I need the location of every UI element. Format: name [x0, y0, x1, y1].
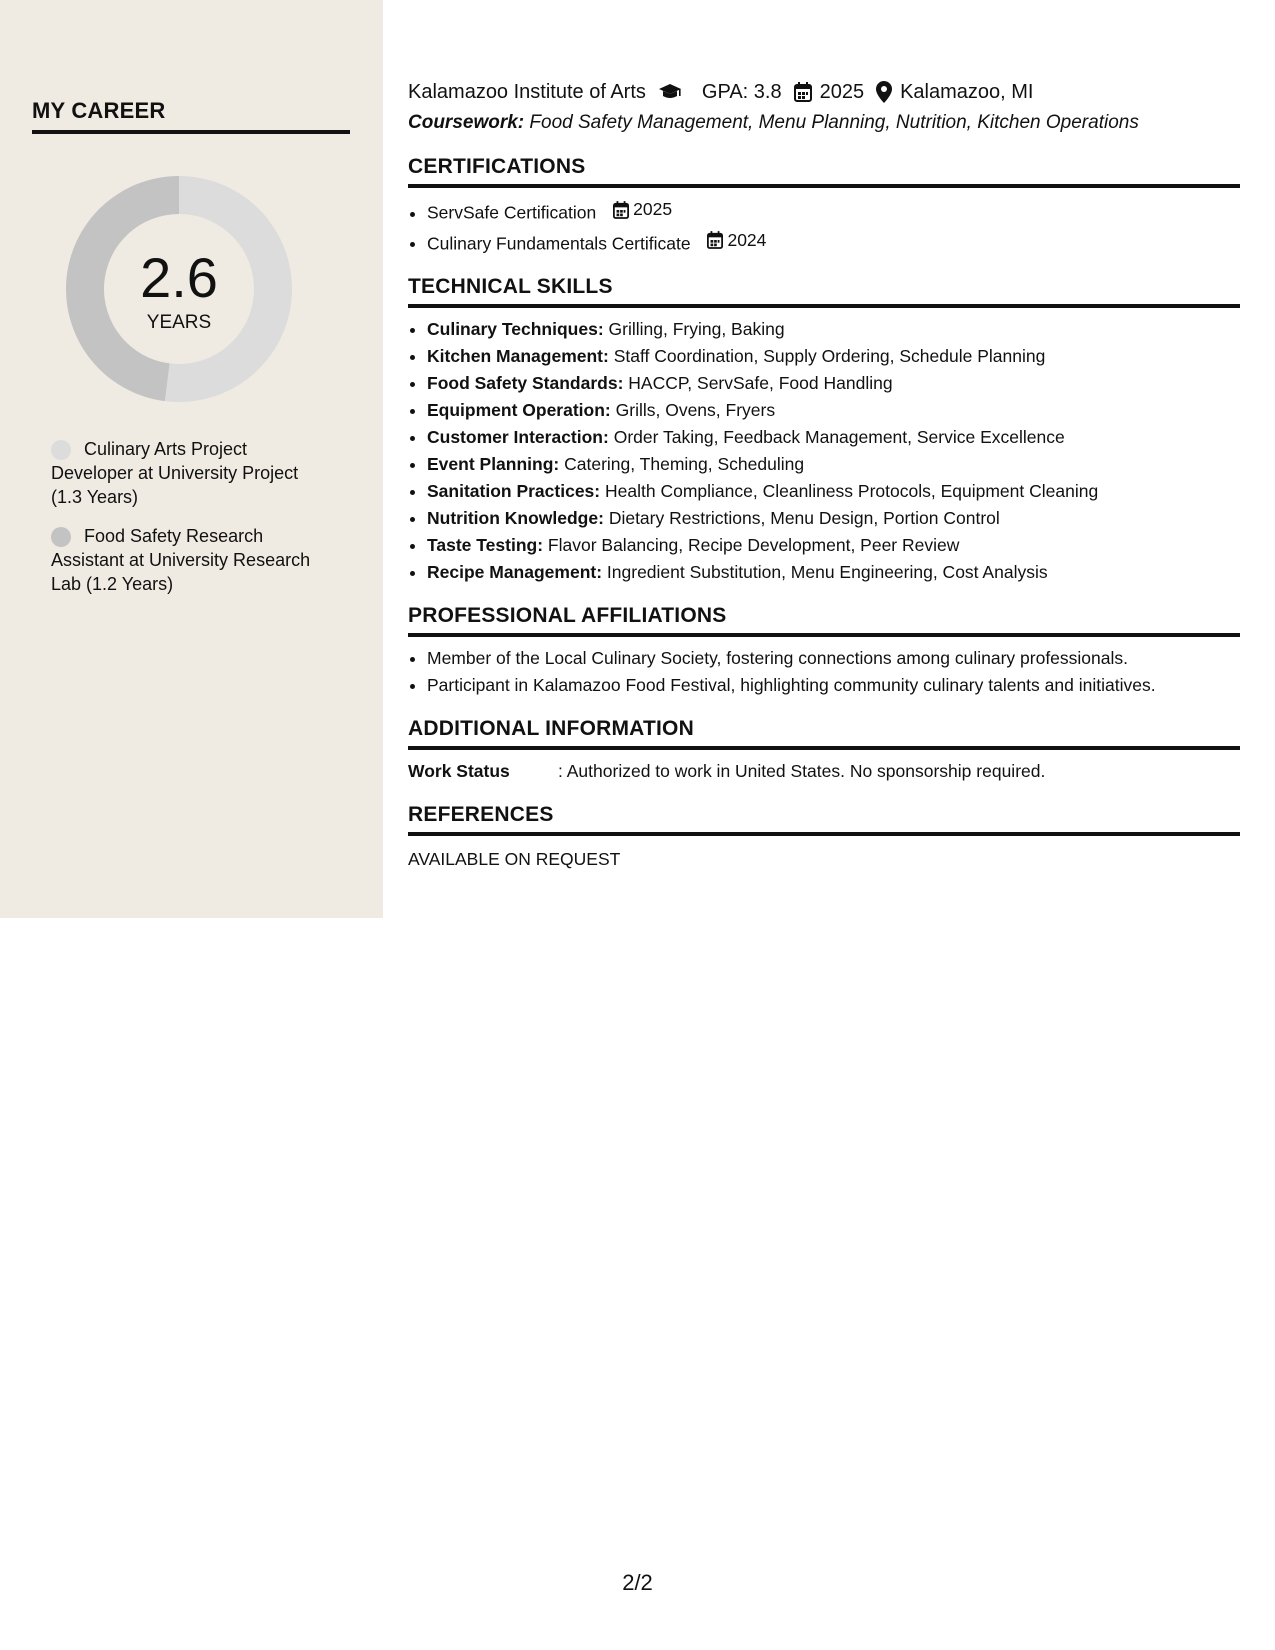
education-year: 2025	[819, 81, 865, 103]
skill-label: Customer Interaction:	[427, 427, 609, 447]
affiliations-heading: PROFESSIONAL AFFILIATIONS	[408, 604, 1240, 637]
skill-value: Dietary Restrictions, Menu Design, Portion Control	[608, 508, 1000, 528]
certification-name: ServSafe Certification	[427, 202, 597, 223]
skill-item	[427, 370, 1240, 397]
skill-label: Food Safety Standards:	[427, 373, 624, 393]
certifications-list	[408, 196, 1240, 257]
skill-label: Taste Testing:	[427, 535, 544, 555]
career-role-label: Food Safety Research Assistant at University Research Lab (1.2 Years)	[51, 526, 311, 594]
skill-value: Grills, Ovens, Fryers	[615, 400, 776, 420]
skill-value: Grilling, Frying, Baking	[608, 319, 785, 339]
skill-label: Nutrition Knowledge:	[427, 508, 604, 528]
skill-label: Kitchen Management:	[427, 346, 609, 366]
skill-item	[427, 451, 1240, 478]
skill-item	[427, 343, 1240, 370]
work-status-label: Work Status	[408, 761, 510, 781]
education-location: Kalamazoo, MI	[900, 81, 1034, 103]
skill-label: Equipment Operation:	[427, 400, 611, 420]
affiliation-item: • Participant in Kalamazoo Food Festival, highlighting community culinary talents and initiatives.	[427, 672, 1240, 699]
calendar-icon	[794, 82, 812, 102]
career-sidebar	[0, 0, 383, 918]
education-gpa: GPA: 3.8	[701, 81, 782, 103]
certification-date: 2025	[633, 199, 673, 219]
education-institution: Kalamazoo Institute of Arts	[408, 81, 646, 103]
references-text: AVAILABLE ON REQUEST	[408, 849, 621, 869]
skill-value: Order Taking, Feedback Management, Service Excellence	[613, 427, 1065, 447]
certification-item	[427, 196, 1240, 227]
additional-info-heading: ADDITIONAL INFORMATION	[408, 717, 1240, 750]
skill-value: Catering, Theming, Scheduling	[564, 454, 805, 474]
coursework-value: Food Safety Management, Menu Planning, Nutrition, Kitchen Operations	[529, 112, 1139, 133]
calendar-icon	[707, 231, 723, 249]
technical-skills-list	[408, 316, 1240, 586]
skill-label: Sanitation Practices:	[427, 481, 601, 501]
certifications-heading: CERTIFICATIONS	[408, 155, 1240, 188]
legend-dot-icon	[51, 440, 71, 460]
career-total-value: 2.6	[140, 246, 218, 309]
education-line	[408, 78, 1240, 106]
skill-label: Culinary Techniques:	[427, 319, 604, 339]
skill-item	[427, 532, 1240, 559]
technical-skills-heading: TECHNICAL SKILLS	[408, 275, 1240, 308]
work-status-row	[408, 758, 1240, 785]
coursework-label: Coursework:	[408, 112, 525, 133]
references-heading: REFERENCES	[408, 803, 1240, 836]
certification-item	[427, 227, 1240, 258]
graduation-cap-icon	[658, 83, 682, 101]
skill-value: Flavor Balancing, Recipe Development, Peer Review	[547, 535, 960, 555]
career-legend	[51, 437, 326, 611]
skill-item	[427, 424, 1240, 451]
affiliation-item: • Member of the Local Culinary Society, fostering connections among culinary professionals.	[427, 645, 1240, 672]
career-role-label: Culinary Arts Project Developer at University Project (1.3 Years)	[51, 439, 299, 507]
calendar-icon	[613, 201, 629, 219]
skill-item	[427, 316, 1240, 343]
work-status-value: : Authorized to work in United States. No sponsorship required.	[558, 761, 1046, 781]
map-pin-icon	[876, 81, 892, 103]
page-number: 2/2	[622, 1570, 653, 1595]
skill-item	[427, 478, 1240, 505]
skill-value: Health Compliance, Cleanliness Protocols, Equipment Cleaning	[605, 481, 1099, 501]
skill-label: Event Planning:	[427, 454, 560, 474]
skill-label: Recipe Management:	[427, 562, 603, 582]
career-total-unit: YEARS	[146, 312, 212, 333]
skill-value: Ingredient Substitution, Menu Engineering, Cost Analysis	[606, 562, 1048, 582]
career-legend-item	[51, 437, 326, 509]
resume-main	[408, 78, 1240, 873]
certification-date: 2024	[727, 229, 767, 250]
affiliations-list	[408, 645, 1240, 699]
skill-item	[427, 505, 1240, 532]
skill-item	[427, 397, 1240, 424]
skill-value: Staff Coordination, Supply Ordering, Schedule Planning	[613, 346, 1046, 366]
career-legend-item	[51, 524, 326, 596]
education-coursework	[408, 109, 1240, 137]
legend-dot-icon	[51, 527, 71, 547]
certification-name: Culinary Fundamentals Certificate	[427, 233, 691, 253]
career-title: MY CAREER	[32, 98, 350, 134]
skill-item	[427, 559, 1240, 586]
skill-value: HACCP, ServSafe, Food Handling	[628, 373, 893, 393]
